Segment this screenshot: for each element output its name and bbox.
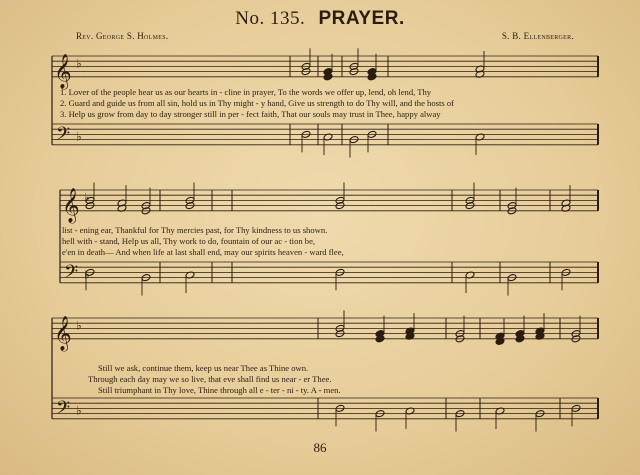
lyric-line: 1. Lover of the people hear us as our hearts in - cline in prayer, To the words we offer up, lend, oh lend, Thy: [60, 87, 432, 97]
bass-clef-icon: 𝄢: [56, 123, 71, 149]
bass-clef-icon: 𝄢: [64, 261, 79, 287]
page-number: 86: [313, 440, 327, 455]
composer-credit: S. B. Ellenberger.: [501, 31, 574, 41]
flat-icon: ♭: [84, 190, 90, 205]
treble-clef-icon: 𝄞: [62, 187, 80, 223]
lyric-line: list - ening ear, Thankful for Thy mercies past, for Thy kindness to us shown.: [62, 225, 328, 235]
lyric-line: Still we ask, continue them, keep us near Thee as Thine own.: [98, 363, 309, 373]
treble-clef-icon: 𝄞: [54, 53, 72, 89]
author-credit: Rev. George S. Holmes.: [76, 31, 169, 41]
treble-clef-icon: 𝄞: [54, 315, 72, 351]
hymn-title: PRAYER.: [318, 8, 405, 29]
lyric-line: hell with - stand, Help us all, Thy work to do, fountain of our ac - tion be,: [62, 236, 316, 246]
lyric-line: 2. Guard and guide us from all sin, hold us in Thy might - y hand, Give us strength to do Thy will, and the hosts of: [60, 98, 455, 108]
lyric-line: Through each day may we so live, that eve shall find us near - er Thee.: [88, 374, 332, 384]
bass-clef-icon: 𝄢: [56, 397, 71, 423]
flat-icon: ♭: [76, 56, 82, 71]
flat-icon: ♭: [76, 129, 82, 144]
lyric-line: e'en in death— And when life at last shall end, may our spirits heaven - ward flee,: [62, 247, 344, 257]
flat-icon: ♭: [76, 318, 82, 333]
flat-icon: ♭: [84, 267, 90, 282]
lyric-line: Still triumphant in Thy love, Thine through all e - ter - ni - ty. A - men.: [98, 385, 341, 395]
flat-icon: ♭: [76, 403, 82, 418]
lyric-line: 3. Help us grow from day to day stronger still in per - fect faith, That our souls may trust in Thee, happy alway: [60, 109, 441, 119]
hymn-number: No. 135.: [235, 8, 306, 29]
